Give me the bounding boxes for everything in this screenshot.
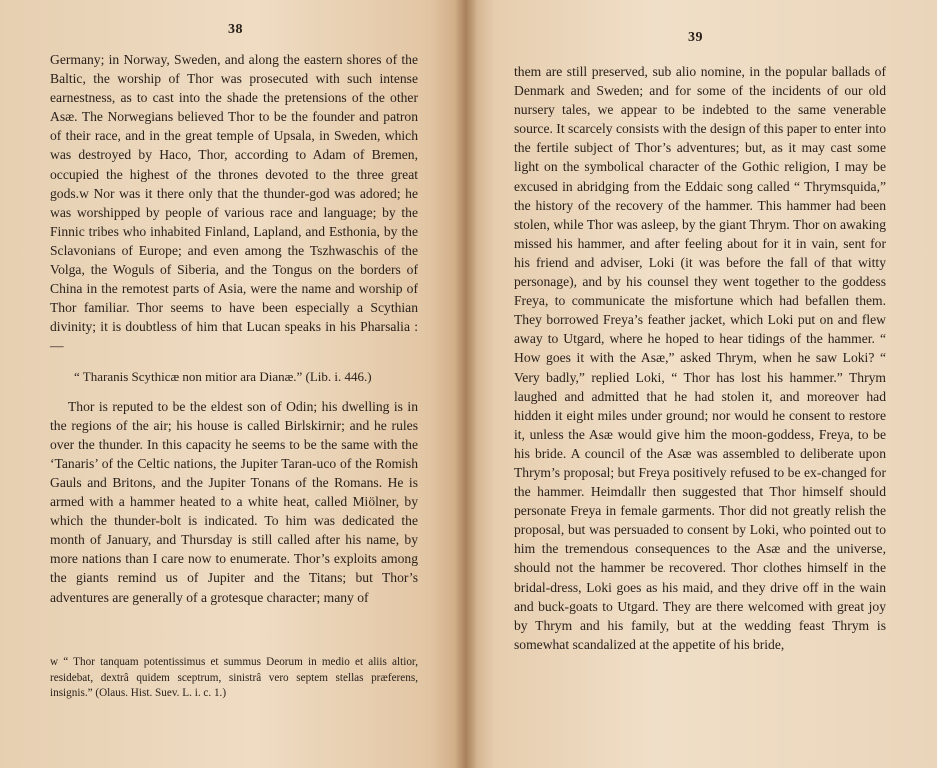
footnote-w: w “ Thor tanquam potentissimus et summus Deorum in medio et aliis altior, residebat, dextrâ quidem sceptrum, sinistrâ vero septem stellas præferens, insignis.” (Olaus. Hist. Suev. L. i. c. 1.) (50, 656, 418, 699)
right-page-body (514, 62, 886, 654)
right-page (466, 0, 937, 768)
right-paragraph-1: them are still preserved, sub alio nomine, in the popular ballads of Denmark and Sweden; and for some of the incidents of our old nursery tales, we appear to be indebted to the same venerable source. It scarcely consists with the design of this paper to enter into the fertile subject of Thor’s adventures; but, as it may cast some light on the symbolical character of the Gothic religion, I may be excused in abridging from the Eddaic song called “ Thrymsquida,” the history of the recovery of the hammer. This hammer had been stolen, while Thor was asleep, by the giant Thrym. Thor on awaking missed his hammer, and after feeling about for it in vain, sent for his friend and adviser, Loki (it was before the fall of that witty personage), and by his counsel they went together to the goddess Freya, to communicate the misfortune which had befallen them. They borrowed Freya’s feather jacket, which Loki put on and flew away to Utgard, where he hoped to hear tidings of the hammer. “ How goes it with the Asæ,” asked Thrym, when he saw Loki? “ Very badly,” replied Loki, “ Thor has lost his hammer.” Thrym laughed and admitted that he had stolen it, and moreover had hidden it eight miles under ground; nor would he consent to restore it, unless the Asæ would give him the moon-goddess, Freya, to be his bride. A council of the Asæ was assembled to deliberate upon Thrym’s proposal; but Freya positively refused to be ex-changed for the hammer. Heimdallr then suggested that Thor himself should personate Freya in female garments. Thor did not greatly relish the proposal, but was persuaded to consent by Loki, who pointed out to him the tremendous consequences to the Asæ and the universe, should not the hammer be recovered. Thor clothes himself in the bridal-dress, Loki goes as his maid, and they drive off in the wain and buck-goats to Utgard. They are there welcomed with great joy by Thrym and his family, but at the wedding feast Thrym is somewhat scandalized at the appetite of his bride, (514, 64, 886, 652)
pharsalia-quote: “ Tharanis Scythicæ non mitior ara Dianæ.” (Lib. i. 446.) (74, 368, 372, 384)
left-paragraph-1: Germany; in Norway, Sweden, and along the eastern shores of the Baltic, the worship of Thor was prosecuted with such intense earnestness, as to cast into the shade the pretensions of the other Asæ. The Norwegians believed Thor to be the founder and patron of their race, and in the great temple of Upsala, in Sweden, which was destroyed by Haco, Thor, according to Adam of Bremen, occupied the highest of the thrones devoted to the three great gods.w Nor was it there only that the thunder-god was adored; he was worshipped by people of various race and language; by the Finnic tribes who inhabited Finland, Lapland, and Esthonia, by the Sclavonians of Europe; and even among the Tszhwaschis of the Volga, the Woguls of Siberia, and the Tongus on the borders of China in the remotest parts of Asia, were the name and worship of Thor familiar. Thor seems to have been especially a Scythian divinity; it is doubtless of him that Lucan speaks in his Pharsalia :— (50, 52, 418, 354)
left-page (0, 0, 466, 768)
book-gutter (455, 0, 477, 768)
left-paragraph-2: Thor is reputed to be the eldest son of Odin; his dwelling is in the regions of the air; his house is called Birlskirnir; and he rules over the thunder. In this capacity he seems to be the same with the ‘Tanaris’ of the Celtic nations, the Jupiter Taran-uco of the Romish Gauls and Britons, and the Jupiter Tonans of the Romans. He is armed with a hammer heated to a white heat, called Miölner, by which the thunder-bolt is indicated. To him was dedicated the month of January, and Thursday is still called after his name, by more nations than I care now to enumerate. Thor’s exploits among the giants remind us of Jupiter and the Titans; but Thor’s adventures are generally of a grotesque character; many of (50, 398, 418, 605)
page-number-left: 38 (228, 22, 243, 37)
page-number-right: 39 (688, 30, 703, 45)
left-page-body (50, 50, 418, 607)
